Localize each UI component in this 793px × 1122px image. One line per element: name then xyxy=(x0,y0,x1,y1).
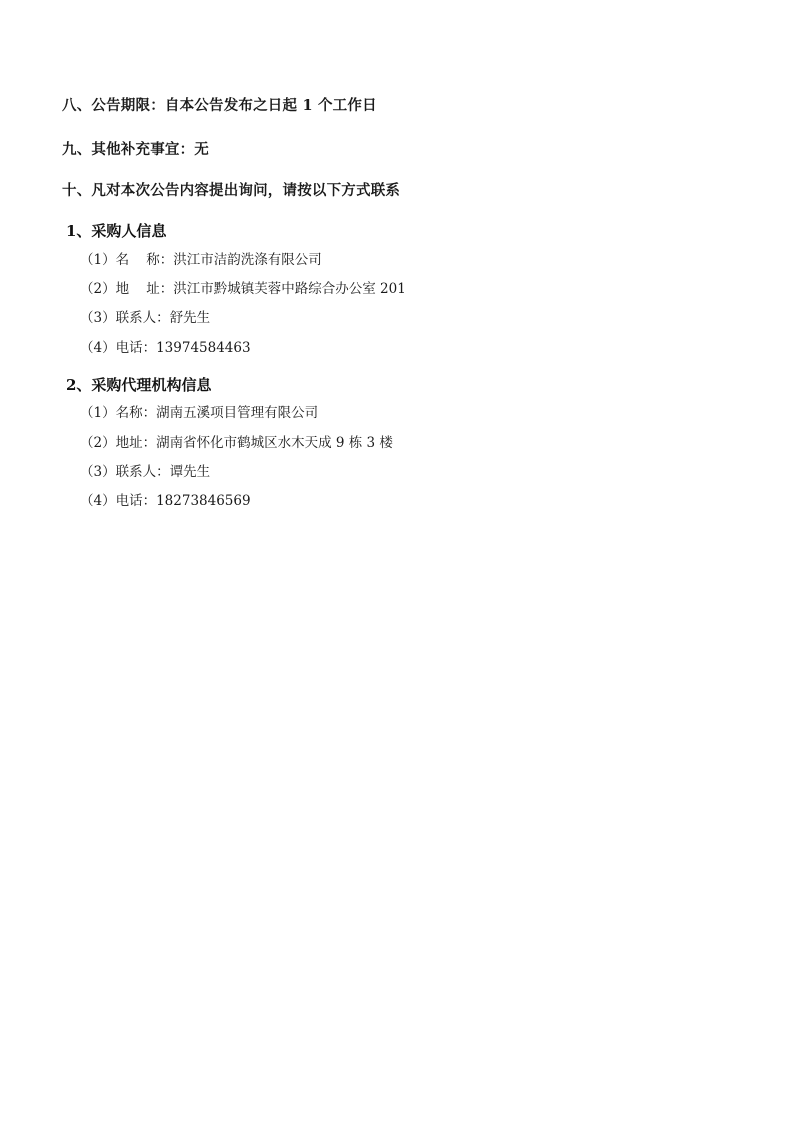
purchaser-contact-person-line: （3）联系人：舒先生 xyxy=(80,310,211,327)
agency-name-line: （1）名称：湖南五溪项目管理有限公司 xyxy=(80,405,319,422)
heading-other-matters: 九、其他补充事宜：无 xyxy=(62,141,209,159)
heading-agency-info: 2、采购代理机构信息 xyxy=(66,375,212,394)
agency-contact-person-line: （3）联系人：谭先生 xyxy=(80,463,211,480)
purchaser-phone-line: （4）电话：13974584463 xyxy=(80,339,251,356)
purchaser-address-line: （2）地 址：洪江市黔城镇芙蓉中路综合办公室 201 xyxy=(80,281,406,298)
agency-address-line: （2）地址：湖南省怀化市鹤城区水木天成 9 栋 3 楼 xyxy=(80,434,393,451)
agency-phone-line: （4）电话：18273846569 xyxy=(80,493,251,510)
heading-purchaser-info: 1、采购人信息 xyxy=(66,222,167,241)
heading-notice-period: 八、公告期限：自本公告发布之日起 1 个工作日 xyxy=(62,97,377,114)
purchaser-name-line: （1）名 称：洪江市洁韵洗涤有限公司 xyxy=(80,251,322,268)
heading-inquiry-contact: 十、凡对本次公告内容提出询问，请按以下方式联系 xyxy=(62,181,401,199)
purchaser-info-group xyxy=(62,220,731,358)
agency-info-group xyxy=(62,374,731,512)
document-body xyxy=(62,95,731,511)
